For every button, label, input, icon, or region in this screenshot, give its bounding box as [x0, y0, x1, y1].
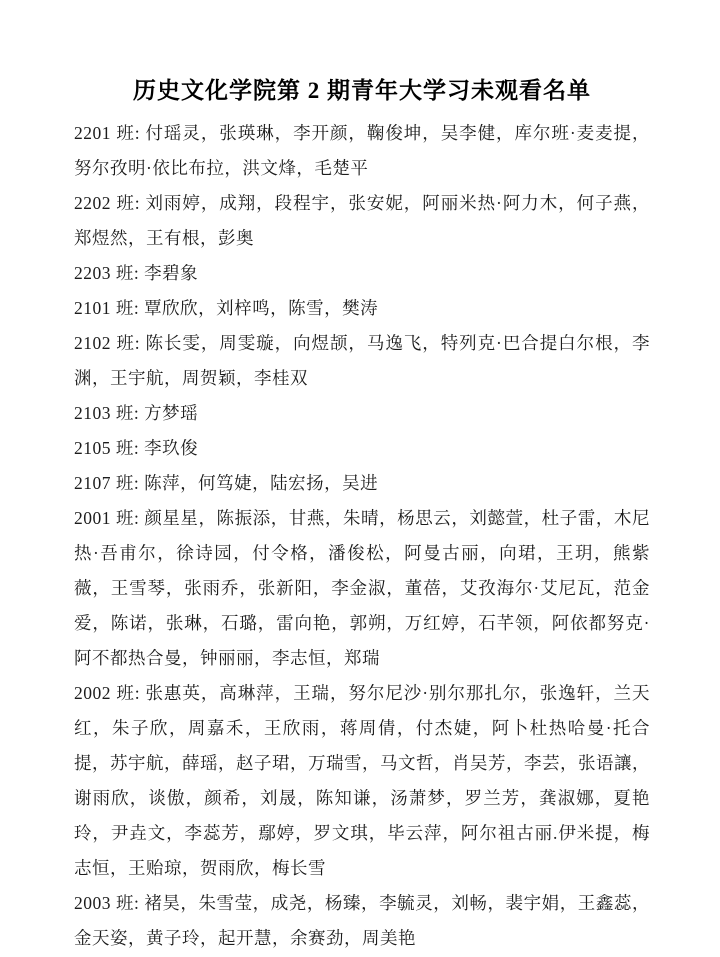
class-label: 2101 班: [74, 298, 145, 318]
class-row [74, 501, 650, 676]
class-label: 2202 班: [74, 193, 146, 213]
class-label: 2203 班: [74, 263, 145, 283]
class-names: 李碧象 [144, 263, 199, 283]
class-row [74, 291, 650, 326]
class-label: 2102 班: [74, 333, 146, 353]
class-names: 陈萍，何笃婕，陆宏扬，吴进 [144, 473, 379, 493]
class-label: 2105 班: [74, 438, 145, 458]
class-label: 2107 班: [74, 473, 145, 493]
class-label: 2002 班: [74, 683, 146, 703]
class-row [74, 886, 650, 956]
class-names: 刘雨婷，成翔，段程宇，张安妮，阿丽米热·阿力木，何子燕，郑煜然，王有根，彭奥 [74, 193, 650, 248]
class-row [74, 431, 650, 466]
class-row [74, 396, 650, 431]
class-row [74, 326, 650, 396]
class-names: 褚昊，朱雪莹，成尧，杨臻，李毓灵，刘畅，裴宇娟，王鑫蕊，金天姿，黄子玲，起开慧，余赛劲，周美艳 [74, 893, 650, 948]
page-title: 历史文化学院第 2 期青年大学习未观看名单 [133, 78, 591, 103]
class-row [74, 116, 650, 186]
class-row [74, 676, 650, 886]
class-label: 2103 班: [74, 403, 145, 423]
class-row [74, 466, 650, 501]
class-label: 2201 班: [74, 123, 146, 143]
class-names: 方梦瑶 [144, 403, 199, 423]
class-names: 张惠英，高琳萍，王瑞，努尔尼沙·别尔那扎尔，张逸轩，兰天红，朱子欣，周嘉禾，王欣雨，蒋周倩，付杰婕，阿卜杜热哈曼·托合提，苏宇航，薛瑶，赵子珺，万瑞雪，马文哲，肖吴芳，李芸，张语讓，谢雨欣，谈傲，颜希，刘晟，陈知谦，汤萧梦，罗兰芳，龚淑娜，夏艳玲，尹垚文，李蕊芳，鄢婷，罗文琪，毕云萍，阿尔祖古丽.伊米提，梅志恒，王贻琼，贺雨欣，梅长雪 [74, 683, 650, 878]
class-names: 陈长雯，周雯璇，向煜颉，马逸飞，特列克·巴合提白尔根，李渊，王宇航，周贺颖，李桂双 [74, 333, 650, 388]
class-names: 付瑶灵，张瑛琳，李开颜，鞠俊坤，吴李健，库尔班·麦麦提，努尔孜明·依比布拉，洪文烽，毛楚平 [74, 123, 650, 178]
class-names: 颜星星，陈振添，甘燕，朱晴，杨思云，刘懿萱，杜子雷，木尼热·吾甫尔，徐诗园，付令格，潘俊松，阿曼古丽，向珺，王玥，熊紫薇，王雪琴，张雨乔，张新阳，李金淑，董蓓，艾孜海尔·艾尼瓦，范金爱，陈诺，张琳，石璐，雷向艳，郭朔，万红婷，石芊领，阿依都努克·阿不都热合曼，钟丽丽，李志恒，郑瑞 [74, 508, 650, 668]
class-label: 2001 班: [74, 508, 145, 528]
name-list [74, 116, 650, 956]
class-row [74, 186, 650, 256]
class-label: 2003 班: [74, 893, 145, 913]
class-row [74, 256, 650, 291]
class-names: 覃欣欣，刘梓鸣，陈雪，樊涛 [144, 298, 379, 318]
class-names: 李玖俊 [144, 438, 199, 458]
